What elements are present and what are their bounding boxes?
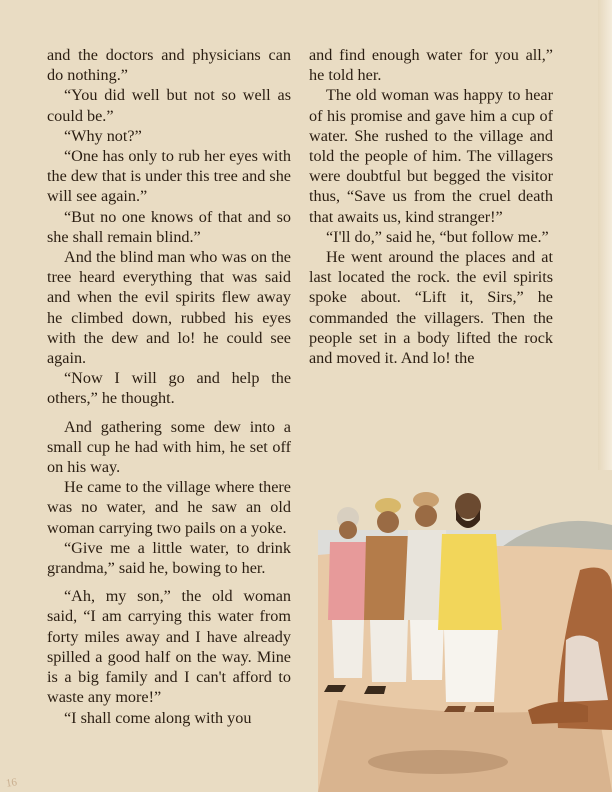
paragraph: and the doctors and physicians can do nothing.” <box>47 46 291 85</box>
paragraph: “I'll do,” said he, “but follow me.” <box>326 227 549 246</box>
left-text-column <box>47 45 291 728</box>
rock <box>368 750 508 774</box>
paragraph: “You did well but not so well as could be.” <box>47 86 291 125</box>
paragraph: “Give me a little water, to drink grandma,” said he, bowing to her. <box>47 538 291 578</box>
paragraph: and find enough water for you all,” he told her. <box>309 46 553 85</box>
paragraph: “Now I will go and help the others,” he thought. <box>47 369 291 408</box>
paragraph: “One has only to rub her eyes with the dew that is under this tree and she will see again.” <box>47 147 291 206</box>
paragraph: And gathering some dew into a small cup he had with him, he set off on his way. <box>47 417 291 477</box>
paragraph: “I shall come along with you <box>64 708 252 727</box>
paragraph: The old woman was happy to hear of his promise and gave him a cup of water. She rushed to the village and told the people of him. The villagers were doubtful but begged the visitor thus, “Save us from the cruel death that awaits us, kind stranger!” <box>309 86 553 226</box>
paragraph: He came to the village where there was no water, and he saw an old woman carrying two pails on a yoke. <box>47 478 291 537</box>
paragraph: He went around the places and at last located the rock. the evil spirits spoke about. “Lift it, Sirs,” he commanded the villagers. Then the people set in a body lifted the rock and moved it. And lo! the <box>309 248 553 368</box>
story-illustration <box>318 470 612 792</box>
paragraph: “Why not?” <box>64 126 142 145</box>
paragraph: And the blind man who was on the tree heard everything that was said and when the evil spirits flew away he climbed down, rubbed his eyes with the dew and lo! he could see again. <box>47 248 291 368</box>
page-number: 16 <box>5 776 18 790</box>
paragraph: “Ah, my son,” the old woman said, “I am carrying this water from forty miles away and I have already spilled a good half on the way. Mine is a big family and I can't afford to waste any more!” <box>47 587 291 707</box>
right-text-column <box>309 45 553 368</box>
paragraph: “But no one knows of that and so she shall remain blind.” <box>47 207 291 246</box>
